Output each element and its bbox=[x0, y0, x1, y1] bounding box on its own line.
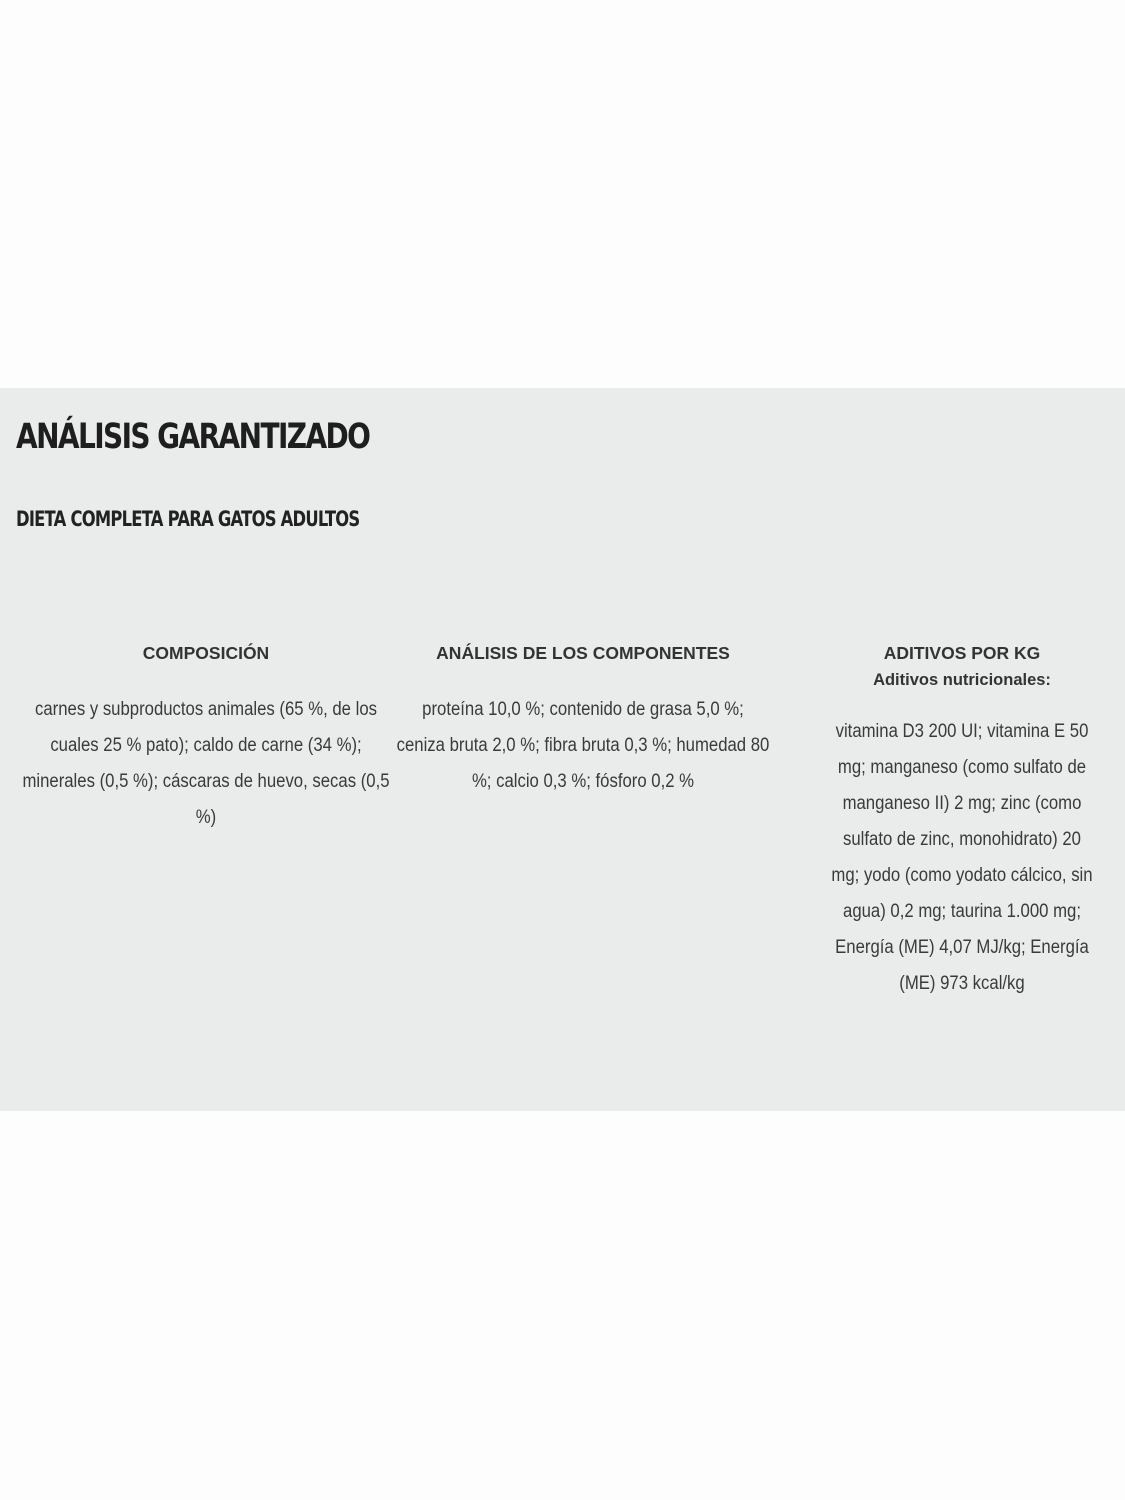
additives-subheading: Aditivos nutricionales: bbox=[873, 671, 1051, 689]
additives-text: vitamina D3 200 UI; vitamina E 50 mg; manganeso (como sulfato de manganeso II) 2 mg; zinc (como sulfato de zinc, monohidrato) 20 mg; yodo (como yodato cálcico, sin agua) 0,2 mg; taurina 1.000 mg; Energía (ME) 4,07 MJ/kg; Energía (ME) 973 kcal/kg bbox=[831, 721, 1093, 994]
composition-heading: COMPOSICIÓN bbox=[142, 643, 270, 663]
component-analysis-heading: ANÁLISIS DE LOS COMPONENTES bbox=[436, 643, 730, 663]
composition-text: carnes y subproductos animales (65 %, de los cuales 25 % pato); caldo de carne (34 %); minerales (0,5 %); cáscaras de huevo, secas (0,5 %) bbox=[22, 699, 390, 828]
page-title: ANÁLISIS GARANTIZADO bbox=[16, 417, 370, 457]
composition-column bbox=[18, 640, 394, 836]
component-analysis-text: proteína 10,0 %; contenido de grasa 5,0 %; ceniza bruta 2,0 %; fibra bruta 0,3 %; humedad 80 %; calcio 0,3 %; fósforo 0,2 % bbox=[396, 699, 770, 792]
additives-column bbox=[826, 640, 1098, 1002]
component-analysis-column bbox=[393, 640, 773, 800]
additives-heading: ADITIVOS POR KG bbox=[883, 643, 1041, 663]
page-subtitle: DIETA COMPLETA PARA GATOS ADULTOS bbox=[16, 507, 360, 531]
